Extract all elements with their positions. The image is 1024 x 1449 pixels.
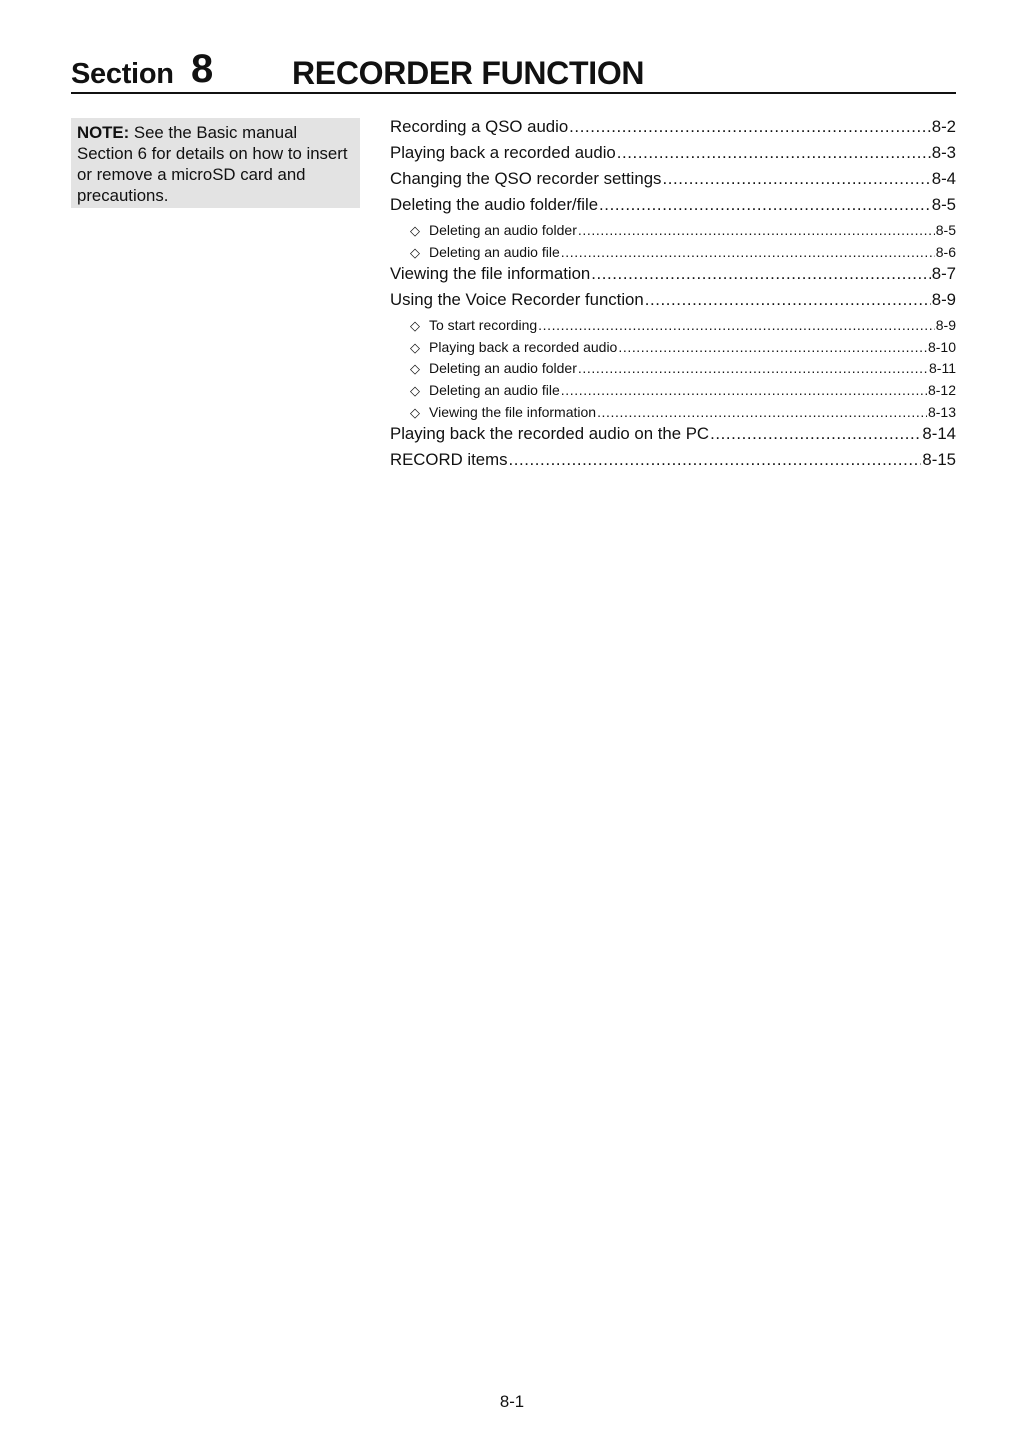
- toc-entry-label: Changing the QSO recorder settings: [390, 169, 662, 188]
- toc-entry-page: 8-9: [935, 317, 956, 334]
- toc-entry-label: Viewing the file information: [390, 264, 591, 284]
- toc-entry-page: 8-9: [931, 290, 956, 310]
- toc-leader-dots: [578, 358, 928, 378]
- diamond-bullet-icon: ◇: [410, 223, 420, 238]
- toc-entry-page: 8-6: [935, 243, 956, 260]
- toc-entry-label: Recording a QSO audio: [390, 117, 569, 136]
- toc-entry-page: 8-15: [922, 450, 956, 470]
- toc-entry[interactable]: [390, 289, 956, 315]
- toc-leader-dots: [591, 263, 930, 285]
- toc-entry[interactable]: [390, 449, 956, 475]
- toc-leader-dots: [508, 449, 921, 471]
- toc-entry-label: Deleting the audio folder/file: [390, 195, 599, 214]
- toc-entry-page: 8-7: [931, 264, 956, 284]
- toc-subentry[interactable]: [390, 242, 956, 264]
- toc-leader-dots: [569, 116, 931, 138]
- toc-entry-label: Playing back the recorded audio on the PC: [390, 424, 710, 444]
- toc-entry-label: Viewing the file information: [429, 403, 597, 420]
- toc-leader-dots: [561, 242, 935, 262]
- diamond-bullet-icon: ◇: [410, 382, 420, 398]
- toc-subentry[interactable]: [390, 315, 956, 337]
- toc-entry-page: 8-10: [927, 338, 956, 355]
- toc-entry-label: To start recording: [429, 317, 538, 334]
- toc-entry[interactable]: [390, 194, 956, 220]
- note-box: [71, 118, 360, 208]
- toc-subentry[interactable]: [390, 380, 956, 402]
- toc-entry-label: RECORD items: [390, 450, 508, 470]
- table-of-contents: [390, 116, 956, 475]
- diamond-bullet-icon: ◇: [410, 404, 420, 420]
- toc-leader-dots: [599, 194, 931, 216]
- note-label: NOTE:: [77, 123, 130, 142]
- toc-entry-label: Playing back a recorded audio: [390, 143, 616, 162]
- toc-entry-page: 8-12: [927, 381, 956, 398]
- toc-entry-page: 8-14: [922, 424, 956, 444]
- toc-entry-label: Deleting an audio file: [429, 243, 560, 260]
- note-text: See the Basic manual Section 6 for details on how to insert or remove a microSD card and precautions.: [77, 123, 348, 205]
- toc-leader-dots: [617, 142, 931, 164]
- section-title: RECORDER FUNCTION: [292, 55, 645, 91]
- toc-entry-label: Using the Voice Recorder function: [390, 290, 644, 310]
- toc-entry-page: 8-13: [927, 403, 956, 420]
- toc-leader-dots: [561, 380, 927, 400]
- diamond-bullet-icon: ◇: [410, 339, 420, 355]
- toc-entry-page: 8-11: [929, 360, 956, 377]
- toc-subentry[interactable]: [390, 337, 956, 359]
- toc-entry-page: 8-5: [935, 222, 956, 238]
- section-header: [71, 44, 956, 94]
- page-number: 8-1: [499, 1392, 525, 1411]
- toc-subentry[interactable]: [390, 220, 956, 242]
- diamond-bullet-icon: ◇: [410, 318, 420, 334]
- toc-entry-page: 8-5: [931, 195, 956, 214]
- toc-leader-dots: [662, 168, 930, 190]
- section-word: Section: [71, 58, 174, 90]
- diamond-bullet-icon: ◇: [410, 361, 420, 377]
- toc-entry-label: Deleting an audio file: [429, 381, 560, 398]
- toc-entry[interactable]: [390, 116, 956, 142]
- toc-entry-page: 8-4: [931, 169, 956, 188]
- toc-entry[interactable]: [390, 263, 956, 289]
- toc-entry-label: Deleting an audio folder: [429, 360, 577, 377]
- toc-leader-dots: [618, 337, 927, 357]
- toc-leader-dots: [710, 423, 921, 445]
- toc-entry-label: Playing back a recorded audio: [429, 338, 618, 355]
- toc-entry[interactable]: [390, 168, 956, 194]
- toc-leader-dots: [538, 315, 935, 335]
- toc-entry-page: 8-3: [931, 143, 956, 162]
- diamond-bullet-icon: ◇: [410, 244, 420, 260]
- toc-leader-dots: [597, 402, 927, 422]
- toc-leader-dots: [645, 289, 931, 311]
- toc-subentry[interactable]: [390, 358, 956, 380]
- toc-leader-dots: [578, 220, 935, 240]
- toc-entry[interactable]: [390, 423, 956, 449]
- section-number: 8: [191, 47, 214, 91]
- toc-subentry[interactable]: [390, 402, 956, 424]
- toc-entry-page: 8-2: [931, 117, 956, 136]
- toc-entry[interactable]: [390, 142, 956, 168]
- toc-entry-label: Deleting an audio folder: [429, 222, 577, 238]
